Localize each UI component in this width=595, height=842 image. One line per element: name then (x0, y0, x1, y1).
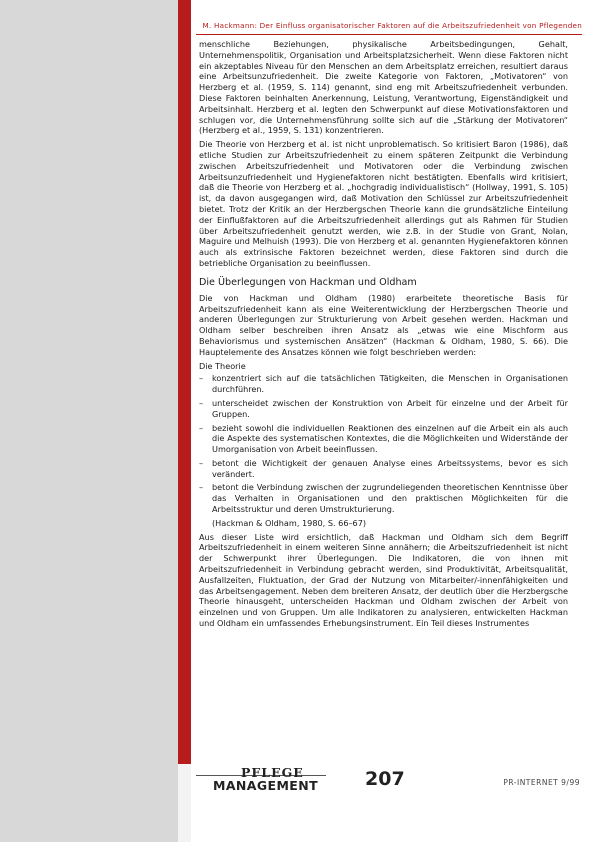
issue-label: PR-INTERNET 9/99 (503, 778, 580, 787)
logo-word-management: MANAGEMENT (213, 778, 319, 793)
list-item-text: unterscheidet zwischen der Konstruktion von Arbeit für einzelne und der Arbeit für Gruppen. (212, 397, 568, 419)
dash-icon: – (199, 373, 204, 384)
list-item (199, 482, 568, 514)
body-paragraph-1: menschliche Beziehungen, physikalische Arbeitsbedingungen, Gehalt, Unternehmenspolitik, Organisation und Arbeitsplatzsicherheit. Wenn diese Faktoren nicht ein akzeptables Niveau für den Menschen an dem Arbeitsplatz erreichen, resultiert daraus eine Arbeitsunzufriedenheit. Die zweite Kategorie von Faktoren, „Motivatoren“ von Herzberg et al. (1959, S. 114) genannt, sind eng mit Arbeitszufriedenheit verbunden. Diese Faktoren beinhalten Anerkennung, Leistung, Verantwortung, Eigenständigkeit und Arbeitsinhalt. Herzberg et al. legten den Schwerpunkt auf diese Motivationsfaktoren und schlugen vor, die Unternehmensführung sollte sich auf die „Stärkung der Motivatoren“ (Herzberg et al., 1959, S. 131) konzentrieren. (199, 39, 568, 136)
dash-icon: – (199, 457, 204, 468)
theory-bullet-list (199, 373, 568, 515)
list-item (199, 458, 568, 480)
sidebar-strip-footer (178, 764, 191, 842)
section-heading: Die Überlegungen von Hackman und Oldham (199, 276, 417, 288)
article-body (199, 39, 568, 769)
section-intro-paragraph: Die von Hackman und Oldham (1980) erarbeitete theoretische Basis für Arbeitszufriedenheit kann als eine Weiterentwicklung der Herzbergschen Theorie und anderen Überlegungen zur Strukturierung von Arbeit gesehen werden. Hackman und Oldham selber beschreiben ihren Ansatz als „etwas wie eine Mischform aus Behaviorismus und systemischen Ansätzen“ (Hackman & Oldham, 1980, S. 66). Die Hauptelemente des Ansatzes können wie folgt beschrieben werden: (199, 292, 568, 357)
closing-paragraph: Aus dieser Liste wird ersichtlich, daß Hackman und Oldham sich dem Begriff Arbeitszufriedenheit in einem weiteren Sinne annähern; die Arbeitszufriedenheit ist nicht der Schwerpunkt ihrer Überlegungen. Die Indikatoren, die von ihnen mit Arbeitszufriedenheit in Verbindung gebracht werden, sind Produktivität, Arbeitsqualität, Ausfallzeiten, Fluktuation, der Grad der Nutzung von Mitarbeiter/-innenfähigkeiten und das Arbeitsengagement. Neben dem breiteren Ansatz, der deutlich über die Herzbergsche Theorie hinausgeht, unterscheiden Hackman und Oldham zwischen der Arbeit von einzelnen und von Gruppen. Um alle Indikatoren zu analysieren, entwickelten Hackman und Oldham ein umfassendes Erhebungsinstrument. Ein Teil dieses Instrumentes (199, 531, 568, 629)
list-item (199, 373, 568, 395)
list-item (199, 423, 568, 455)
list-item-text: betont die Wichtigkeit der genauen Analyse eines Arbeitssystems, bevor es sich verändert. (212, 457, 568, 479)
list-label: Die Theorie (199, 360, 246, 371)
running-head: M. Hackmann: Der Einfluss organisatorischer Faktoren auf die Arbeitszufriedenheit von Pflegenden (202, 21, 582, 30)
running-head-rule (196, 34, 582, 35)
left-sidebar-panel (0, 0, 178, 842)
dash-icon: – (199, 482, 204, 493)
list-item-text: betont die Verbindung zwischen der zugrundeliegenden theoretischen Kenntnisse über das Verhalten in Organisationen und den praktischen Möglichkeiten für die Arbeitsstruktur und deren Umstrukturierung. (212, 482, 568, 515)
body-paragraph-2: Die Theorie von Herzberg et al. ist nicht unproblematisch. So kritisiert Baron (1986), daß etliche Studien zur Arbeitszufriedenheit zu einem späteren Zeitpunkt die Verbindung zwischen Arbeitszufriedenheit und Motivatoren oder die Verbindung zwischen Arbeitsunzufriedenheit und Hygienefaktoren nicht bestätigten. Ebenfalls wird kritisiert, daß die Theorie von Herzberg et al. „hochgradig individualistisch“ (Hollway, 1991, S. 105) ist, da davon ausgegangen wird, daß Motivation den Schlüssel zur Arbeitszufriedenheit bietet. Trotz der Kritik an der Herzbergschen Theorie kann die grundsätzliche Einteilung der Einflußfaktoren auf die Arbeitszufriedenheit allerdings gut als Rahmen für Studien über Arbeitszufriedenheit genutzt werden, wie z.B. in der Studie von Grant, Nolan, Maguire und Melhuish (1993). Die von Herzberg et al. genannten Hygienefaktoren können auch als extrinsische Faktoren bezeichnet werden, diese Faktoren sind durch die betriebliche Organisation zu beeinflussen. (199, 139, 568, 268)
dash-icon: – (199, 397, 204, 408)
logo-word-pflege: PFLEGE (241, 765, 304, 780)
list-item (199, 398, 568, 420)
list-item-text: konzentriert sich auf die tatsächlichen Tätigkeiten, die Menschen in Organisationen durchführen. (212, 373, 568, 395)
page-number: 207 (365, 768, 405, 790)
list-citation: (Hackman & Oldham, 1980, S. 66–67) (212, 517, 367, 528)
list-item-text: bezieht sowohl die individuellen Reaktionen des einzelnen auf die Arbeit ein als auch die Aspekte des systematischen Kontextes, die die Möglichkeiten und Widerstände der Umorganisation von Arbeit beeinflussen. (212, 422, 568, 455)
dash-icon: – (199, 422, 204, 433)
sidebar-accent-strip (178, 0, 191, 842)
journal-logo (213, 765, 343, 795)
